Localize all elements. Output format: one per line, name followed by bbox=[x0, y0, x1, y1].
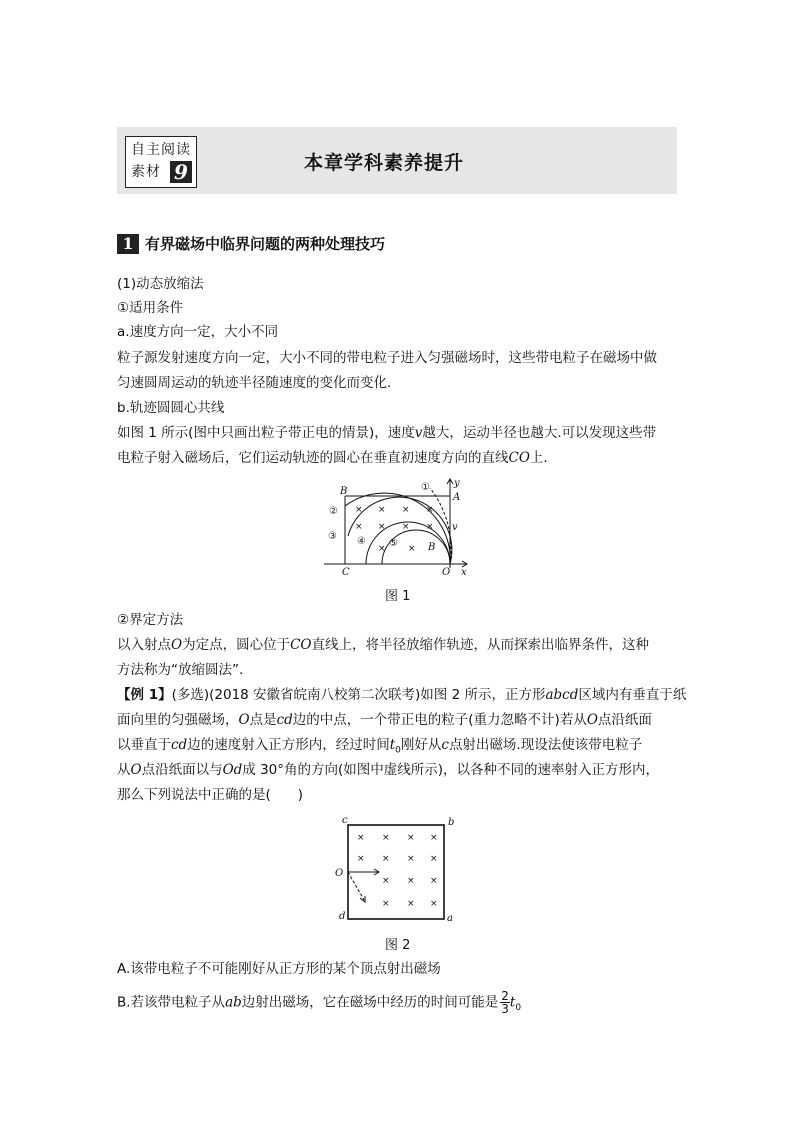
fig2-label-b: b bbox=[448, 817, 455, 828]
label-line-2: 素材 bbox=[131, 164, 161, 180]
fig1-circle-1: ① bbox=[421, 482, 430, 493]
fig1-label-x: x bbox=[461, 567, 467, 578]
cross: × bbox=[382, 876, 390, 886]
cross: × bbox=[357, 854, 365, 864]
cross: × bbox=[426, 522, 434, 532]
figure-1-caption: 图 1 bbox=[385, 589, 411, 604]
fig2-label-d: d bbox=[339, 911, 346, 922]
cross: × bbox=[382, 833, 390, 843]
var-cd: cd bbox=[171, 737, 188, 753]
cross: × bbox=[426, 505, 434, 515]
text-run: 点沿纸面 bbox=[597, 712, 652, 728]
fig1-label-o: O bbox=[442, 567, 451, 578]
fig2-label-a: a bbox=[447, 913, 453, 924]
var-cd: cd bbox=[276, 712, 293, 728]
cross: × bbox=[407, 854, 415, 864]
fig1-label-a: A bbox=[453, 492, 461, 503]
cross: × bbox=[408, 544, 416, 554]
text-run: 越大，运动半径也越大.可以发现这些带 bbox=[422, 425, 657, 441]
figure-2-diagram bbox=[330, 813, 460, 925]
fig1-circle-3: ③ bbox=[328, 531, 337, 542]
cross: × bbox=[407, 876, 415, 886]
cross: × bbox=[382, 899, 390, 909]
subscript-0: 0 bbox=[515, 1003, 522, 1014]
paragraph-3-line-2: 方法称为“放缩圆法”. bbox=[117, 662, 244, 678]
text-run: 直线上，将半径放缩作轨迹，从而探索出临界条件，这种 bbox=[311, 637, 649, 653]
text-run: 如图 1 所示(图中只画出粒子带正电的情景)，速度 bbox=[117, 425, 415, 441]
var-o: O bbox=[171, 637, 183, 653]
fig1-label-c: C bbox=[342, 567, 350, 578]
cross: × bbox=[430, 854, 438, 864]
paragraph-3-line-1 bbox=[117, 636, 649, 654]
example-line-2 bbox=[117, 711, 652, 729]
text-run: B.若该带电粒子从 bbox=[117, 994, 226, 1011]
fraction-denominator: 3 bbox=[501, 1002, 509, 1016]
var-co: CO bbox=[290, 637, 312, 653]
text-run: 刚好从 bbox=[400, 737, 442, 753]
paragraph-1-line-2: 匀速圆周运动的轨迹半径随速度的变化而变化. bbox=[117, 375, 392, 391]
condition-a: a.速度方向一定，大小不同 bbox=[117, 324, 279, 340]
figure-1-diagram bbox=[318, 476, 478, 578]
fig1-label-v: v bbox=[452, 522, 458, 533]
fig1-circle-4: ④ bbox=[357, 536, 366, 547]
cross: × bbox=[355, 522, 363, 532]
text-run: (多选)(2018 安徽省皖南八校第二次联考)如图 2 所示，正方形 bbox=[171, 687, 546, 703]
text-run: 面向里的匀强磁场， bbox=[117, 712, 239, 728]
fig1-circle-2: ② bbox=[329, 506, 338, 517]
condition-b: b.轨迹圆圆心共线 bbox=[117, 400, 225, 416]
text-run: 边的速度射入正方形内，经过时间 bbox=[187, 737, 390, 753]
var-c: c bbox=[441, 737, 449, 753]
text-run: 点射出磁场.现设法使该带电粒子 bbox=[448, 737, 643, 753]
option-b bbox=[117, 990, 521, 1017]
fig1-label-b2: B bbox=[428, 542, 436, 553]
cross: × bbox=[355, 505, 363, 515]
velocity-arrow-30deg bbox=[348, 872, 364, 900]
trajectory-2 bbox=[348, 497, 452, 564]
cross: × bbox=[378, 505, 386, 515]
text-run: 成 30°角的方向(如图中虚线所示)，以各种不同的速率射入正方形内， bbox=[242, 762, 660, 778]
reading-material-label bbox=[125, 136, 197, 188]
cross: × bbox=[407, 833, 415, 843]
var-v: v bbox=[414, 425, 423, 441]
subscript-0: 0 bbox=[395, 745, 401, 756]
condition-title: ①适用条件 bbox=[117, 300, 184, 316]
boundary-method-title: ②界定方法 bbox=[117, 612, 184, 628]
chapter-title: 本章学科素养提升 bbox=[304, 152, 465, 174]
paragraph-2-line-1 bbox=[117, 424, 656, 442]
var-o: O bbox=[586, 712, 598, 728]
cross: × bbox=[378, 522, 386, 532]
fig2-label-c: c bbox=[342, 815, 348, 826]
cross: × bbox=[430, 876, 438, 886]
var-ab: ab bbox=[225, 994, 242, 1011]
method-title: (1)动态放缩法 bbox=[117, 276, 204, 292]
section-number-badge: 1 bbox=[117, 234, 139, 254]
cross: × bbox=[357, 833, 365, 843]
cross: × bbox=[407, 899, 415, 909]
fig1-circle-5: ⑤ bbox=[389, 538, 398, 549]
text-run: 以入射点 bbox=[117, 637, 171, 653]
text-run: 上. bbox=[529, 450, 548, 466]
var-t: t bbox=[389, 737, 396, 753]
var-abcd: abcd bbox=[545, 687, 579, 703]
text-run: 以垂直于 bbox=[117, 737, 171, 753]
velocity-arrowhead-30deg bbox=[360, 896, 365, 902]
text-run: 为定点，圆心位于 bbox=[182, 637, 291, 653]
var-t: t bbox=[509, 994, 516, 1011]
cross: × bbox=[402, 505, 410, 515]
fig2-field-crosses bbox=[357, 833, 438, 909]
cross: × bbox=[430, 899, 438, 909]
fraction-numerator: 2 bbox=[501, 989, 509, 1003]
text-run: 点沿纸面以与 bbox=[141, 762, 223, 778]
text-run: 电粒子射入磁场后，它们运动轨迹的圆心在垂直初速度方向的直线 bbox=[117, 450, 509, 466]
cross: × bbox=[430, 833, 438, 843]
text-run: 从 bbox=[117, 762, 131, 778]
text-run: 边的中点，一个带正电的粒子(重力忽略不计)若从 bbox=[292, 712, 587, 728]
example-line-5: 那么下列说法中正确的是( ) bbox=[117, 787, 304, 803]
var-co: CO bbox=[508, 450, 530, 466]
text-run: 点是 bbox=[249, 712, 277, 728]
section-title: 有界磁场中临界问题的两种处理技巧 bbox=[145, 235, 386, 253]
text-run: 边射出磁场，它在磁场中经历的时间可能是 bbox=[241, 994, 499, 1011]
var-o: O bbox=[238, 712, 250, 728]
fig2-label-o: O bbox=[335, 868, 344, 879]
fig1-label-y: y bbox=[454, 478, 460, 489]
cross: × bbox=[402, 522, 410, 532]
cross: × bbox=[382, 854, 390, 864]
example-label: 【例 1】 bbox=[117, 687, 172, 703]
var-od: Od bbox=[222, 762, 243, 778]
example-line-4 bbox=[117, 761, 659, 779]
text-run: 区域内有垂直于纸 bbox=[578, 687, 687, 703]
paragraph-1-line-1: 粒子源发射速度方向一定，大小不同的带电粒子进入匀强磁场时，这些带电粒子在磁场中做 bbox=[117, 350, 657, 366]
figure-2-caption: 图 2 bbox=[385, 938, 411, 953]
var-o: O bbox=[130, 762, 142, 778]
fraction-two-thirds bbox=[500, 990, 510, 1015]
example-line-3 bbox=[117, 736, 642, 760]
label-number: 9 bbox=[170, 161, 192, 183]
fig1-label-b: B bbox=[340, 486, 348, 497]
example-line-1 bbox=[117, 686, 686, 704]
paragraph-2-line-2 bbox=[117, 449, 548, 467]
option-a: A.该带电粒子不可能刚好从正方形的某个顶点射出磁场 bbox=[117, 961, 441, 977]
label-line-1: 自主阅读 bbox=[131, 142, 191, 158]
cross: × bbox=[378, 544, 386, 554]
